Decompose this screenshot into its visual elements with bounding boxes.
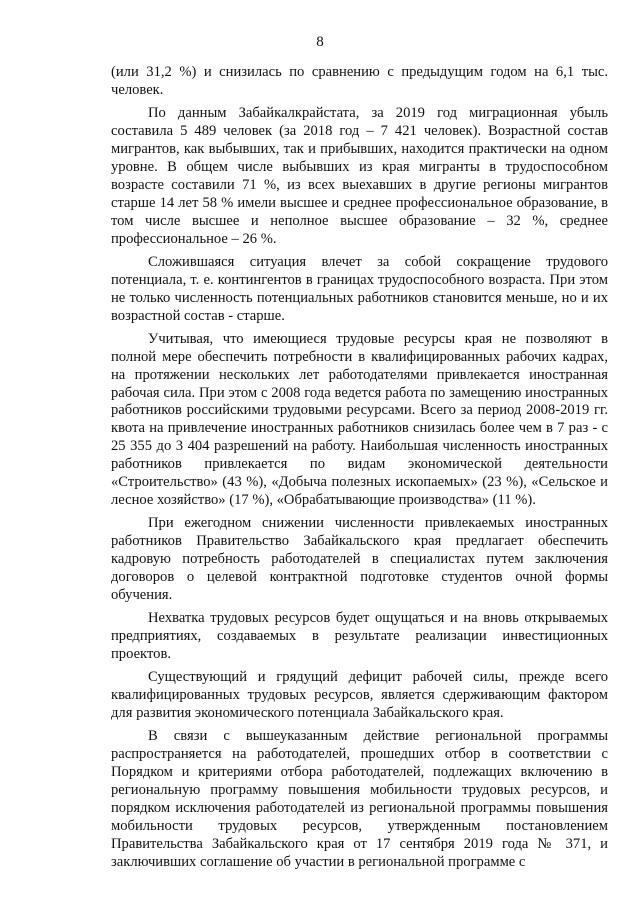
paragraph-government-proposal: При ежегодном снижении численности привлекаемых иностранных работников Правительство Забайкальского края предлагает обеспечить кадровую потребность работодателей в специалистах путем заключения договоров о целевой контрактной подготовке студентов очной формы обучения. bbox=[111, 515, 608, 603]
document-body bbox=[111, 64, 608, 872]
paragraph-deficit: Существующий и грядущий дефицит рабочей силы, прежде всего квалифицированных трудовых ресурсов, является сдерживающим фактором для развития экономического потенциала Забайкальского края. bbox=[111, 669, 608, 722]
paragraph-program-scope: В связи с вышеуказанным действие региональной программы распространяется на работодателей, прошедших отбор в соответствии с Порядком и критериями отбора работодателей, подлежащих включению в региональную программу повышения мобильности трудовых ресурсов, и порядком исключения работодателей из региональной программы повышения мобильности трудовых ресурсов, утвержденным постановлением Правительства Забайкальского края от 17 сентября 2019 года № 371, и заключивших соглашение об участии в региональной программе с bbox=[111, 728, 608, 870]
paragraph-foreign-workers: Учитывая, что имеющиеся трудовые ресурсы края не позволяют в полной мере обеспечить потребности в квалифицированных рабочих кадрах, на протяжении нескольких лет работодателями привлекается иностранная рабочая сила. При этом с 2008 года ведется работа по замещению иностранных работников российскими трудовыми ресурсами. Всего за период 2008-2019 гг. квота на привлечение иностранных работников снизилась более чем в 7 раз - с 25 355 до 3 404 разрешений на работу. Наибольшая численность иностранных работников привлекается по видам экономической деятельности «Строительство» (43 %), «Добыча полезных ископаемых» (23 %), «Сельское и лесное хозяйство» (17 %), «Обрабатывающие производства» (11 %). bbox=[111, 330, 608, 509]
paragraph-continuation: (или 31,2 %) и снизилась по сравнению с предыдущим годом на 6,1 тыс. человек. bbox=[111, 64, 608, 98]
page-number: 8 bbox=[316, 34, 324, 50]
paragraph-labor-potential: Сложившаяся ситуация влечет за собой сокращение трудового потенциала, т. е. контингентов в границах трудоспособного возраста. При этом не только численность потенциальных работников становится меньше, но и их возрастной состав - старше. bbox=[111, 253, 608, 324]
paragraph-migration: По данным Забайкалкрайстата, за 2019 год миграционная убыль составила 5 489 человек (за 2018 год – 7 421 человек). Возрастной состав мигрантов, как выбывших, так и прибывших, находится практически на одном уровне. В общем числе выбывших из края мигранты в трудоспособном возрасте составили 71 %, из всех выехавших в другие регионы мигрантов старше 14 лет 58 % имели высшее и среднее профессиональное образование, в том числе высшее и неполное высшее образование – 32 %, среднее профессиональное – 26 %. bbox=[111, 105, 608, 247]
paragraph-labor-shortage: Нехватка трудовых ресурсов будет ощущаться и на вновь открываемых предприятиях, создаваемых в результате реализации инвестиционных проектов. bbox=[111, 610, 608, 663]
